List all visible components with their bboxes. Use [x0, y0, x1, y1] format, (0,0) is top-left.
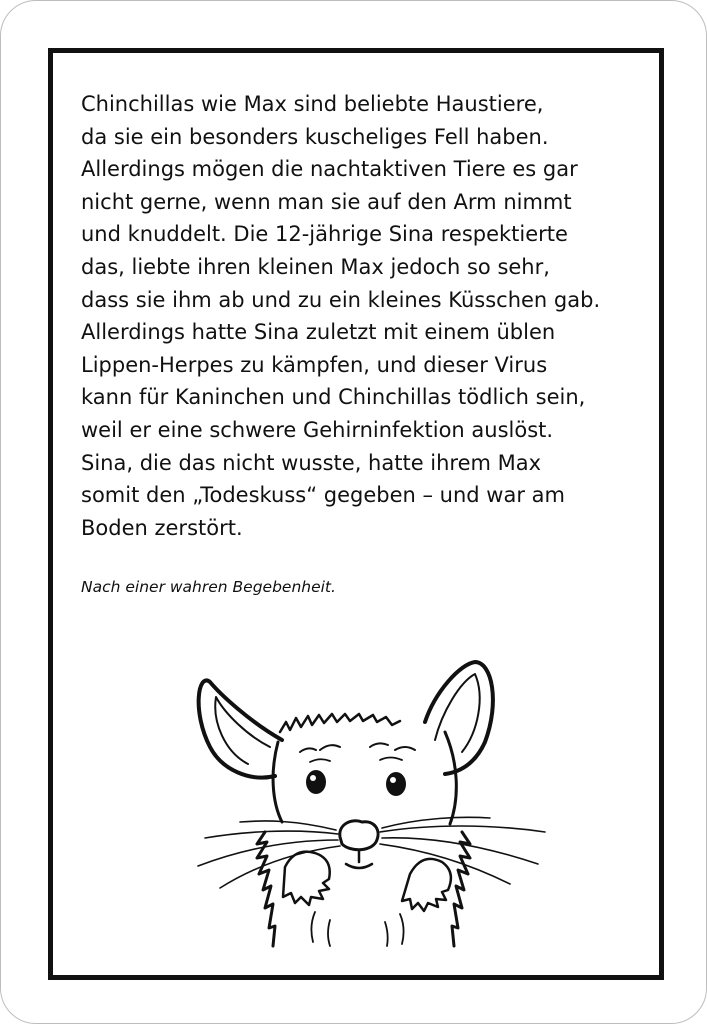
story-line: dass sie ihm ab und zu ein kleines Küsschen gab. [81, 287, 601, 312]
story-line: Allerdings mögen die nachtaktiven Tiere es gar [81, 157, 578, 182]
story-text [81, 88, 641, 544]
story-line: Boden zerstört. [81, 515, 243, 540]
chinchilla-illustration [170, 652, 570, 974]
story-line: somit den „Todeskuss“ gegeben – und war am [81, 483, 565, 508]
left-ear [199, 680, 282, 777]
story-line: kann für Kaninchen und Chinchillas tödlich sein, [81, 385, 586, 410]
story-line: Sina, die das nicht wusste, hatte ihrem Max [81, 450, 542, 475]
story-line: und knuddelt. Die 12-jährige Sina respektierte [81, 222, 568, 247]
eyes [306, 770, 406, 796]
nose [340, 821, 378, 868]
story-line: Lippen-Herpes zu kämpfen, und dieser Virus [81, 352, 548, 377]
story-line: da sie ein besonders kuscheliges Fell haben. [81, 124, 549, 149]
head [273, 714, 456, 824]
source-note: Nach einer wahren Begebenheit. [81, 578, 336, 596]
story-line: Chinchillas wie Max sind beliebte Haustiere, [81, 92, 544, 116]
story-line: Allerdings hatte Sina zuletzt mit einem üblen [81, 320, 556, 345]
right-ear [425, 662, 493, 774]
story-line: weil er eine schwere Gehirninfektion auslöst. [81, 417, 554, 442]
whiskers [198, 817, 545, 888]
story-line: nicht gerne, wenn man sie auf den Arm nimmt [81, 189, 572, 214]
story-line: das, liebte ihren kleinen Max jedoch so sehr, [81, 254, 550, 279]
